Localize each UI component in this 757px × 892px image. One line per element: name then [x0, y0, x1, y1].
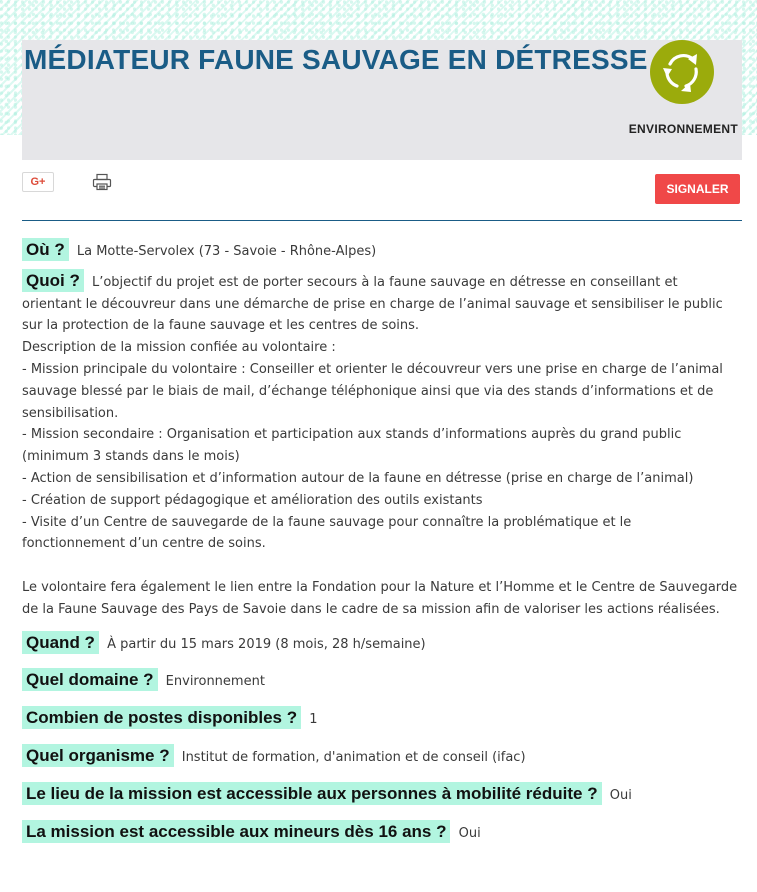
- field-label-mobilite: Le lieu de la mission est accessible aux personnes à mobilité réduite ?: [22, 782, 602, 805]
- field-label-domaine: Quel domaine ?: [22, 668, 158, 691]
- divider: [22, 220, 742, 221]
- page-title: MÉDIATEUR FAUNE SAUVAGE EN DÉTRESSE: [24, 44, 648, 75]
- field-value-domaine: Environnement: [165, 674, 265, 690]
- field-value-mineurs: Oui: [458, 825, 481, 841]
- mission-details: [22, 238, 738, 850]
- theme-label: ENVIRONNEMENT: [628, 122, 738, 136]
- field-label-postes: Combien de postes disponibles ?: [22, 706, 301, 729]
- printer-icon[interactable]: [92, 173, 112, 195]
- field-organisme: [22, 744, 738, 769]
- field-postes: [22, 706, 738, 731]
- field-value-organisme: Institut de formation, d'animation et de conseil (ifac): [181, 749, 526, 765]
- field-label-organisme: Quel organisme ?: [22, 744, 174, 767]
- field-mobilite: [22, 782, 738, 807]
- field-label-quand: Quand ?: [22, 631, 99, 654]
- recycle-arrows-icon: [650, 40, 714, 104]
- field-label-quoi: Quoi ?: [22, 269, 84, 292]
- field-quoi: [22, 269, 738, 621]
- field-value-postes: 1: [309, 712, 318, 728]
- field-value-quoi: L’objectif du projet est de porter secours à la faune sauvage en détresse en conseillant et orientant le découvreur dans une démarche de prise en charge de l’animal sauvage et sensibiliser le public sur la protection de la faune sauvage et les centres de soins. Description de la mission confiée au volontaire : - Mission principale du volontaire : Conseiller et orienter le découvreur vers une prise en charge de l’animal sauvage blessé par le biais de mail, d’échange téléphonique ainsi que via des stands d’informations et de sensibilisation. - Mission secondaire : Organisation et participation aux stands d’informations auprès du grand public (minimum 3 stands dans le mois) - Action de sensibilisation et d’information autour de la faune en détresse (prise en charge de l’animal) - Création de support pédagogique et amélioration des outils existants - Visite d’un Centre de sauvegarde de la faune sauvage pour connaître la problématique et le fonctionnement d’un centre de soins. Le volontaire fera également le lien entre la Fondation pour la Nature et l’Homme et le Centre de Sauvegarde de la Faune Sauvage des Pays de Savoie dans le cadre de sa mission afin de valoriser les actions réalisées.: [22, 274, 738, 617]
- field-value-quand: À partir du 15 mars 2019 (8 mois, 28 h/semaine): [107, 636, 426, 652]
- report-button[interactable]: SIGNALER: [655, 174, 740, 204]
- field-label-ou: Où ?: [22, 238, 69, 261]
- field-mineurs: [22, 820, 738, 845]
- field-value-ou: La Motte-Servolex (73 - Savoie - Rhône-Alpes): [76, 244, 377, 259]
- field-value-mobilite: Oui: [609, 787, 632, 803]
- google-plus-share-button[interactable]: G+: [22, 172, 54, 192]
- field-domaine: [22, 668, 738, 693]
- field-label-mineurs: La mission est accessible aux mineurs dès 16 ans ?: [22, 820, 450, 843]
- field-ou: [22, 238, 738, 263]
- field-quand: [22, 631, 738, 656]
